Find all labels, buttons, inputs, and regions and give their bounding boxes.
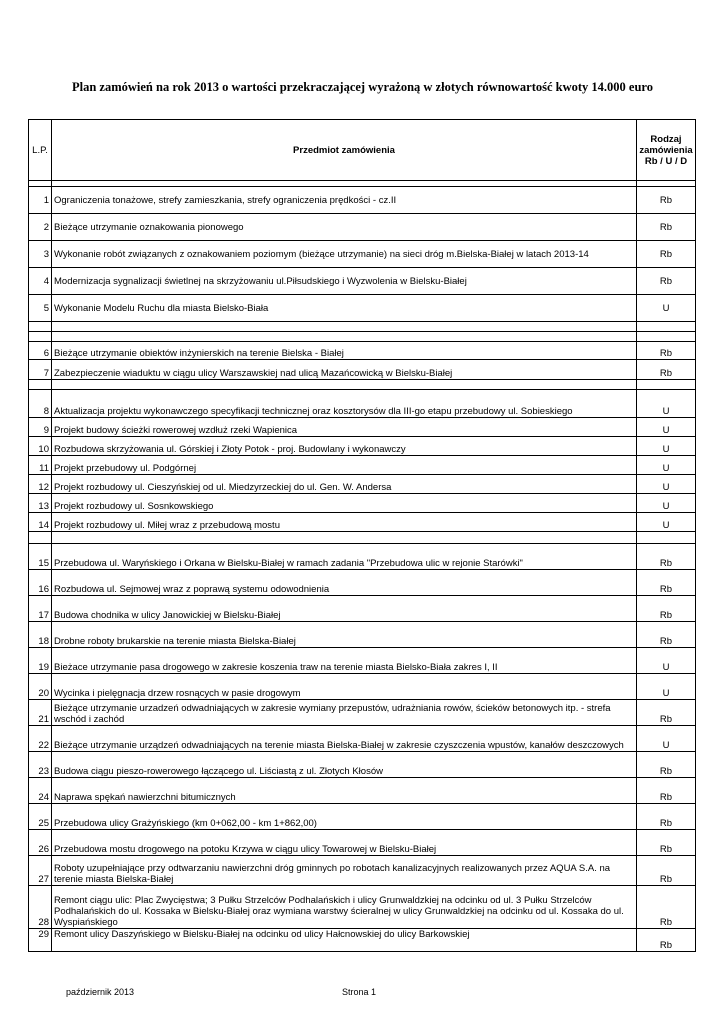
row-type: Rb	[637, 830, 696, 856]
row-type: Rb	[637, 778, 696, 804]
table-row	[29, 596, 696, 622]
table-row	[29, 241, 696, 268]
header-type: Rodzaj zamówienia Rb / U / D	[637, 120, 696, 181]
procurement-table-body	[29, 120, 696, 952]
header-subject: Przedmiot zamówienia	[52, 120, 637, 181]
table-row	[29, 570, 696, 596]
row-subject: Projekt rozbudowy ul. Cieszyńskiej od ul. Miedzyrzeckiej do ul. Gen. W. Andersa	[52, 475, 637, 494]
row-subject: Zabezpieczenie wiaduktu w ciągu ulicy Warszawskiej nad ulicą Mazańcowicką w Bielsku-Białej	[52, 360, 637, 380]
row-number: 4	[29, 268, 52, 295]
row-subject: Projekt rozbudowy ul. Miłej wraz z przebudową mostu	[52, 513, 637, 532]
row-type: U	[637, 648, 696, 674]
row-type: Rb	[637, 241, 696, 268]
table-row	[29, 475, 696, 494]
row-number: 9	[29, 418, 52, 437]
table-row	[29, 804, 696, 830]
row-number: 16	[29, 570, 52, 596]
row-number: 3	[29, 241, 52, 268]
footer-page-number: Strona 1	[342, 987, 377, 997]
row-subject: Wykonanie robót związanych z oznakowaniem poziomym (bieżące utrzymanie) na sieci dróg m.Bielska-Białej w latach 2013-14	[52, 241, 637, 268]
row-number: 28	[29, 886, 52, 929]
spacer-cell	[29, 332, 52, 342]
spacer-cell	[52, 322, 637, 332]
row-number: 20	[29, 674, 52, 700]
row-subject: Przebudowa ul. Waryńskiego i Orkana w Bielsku-Białej w ramach zadania "Przebudowa ulic w rejonie Starówki"	[52, 544, 637, 570]
row-subject: Przebudowa ulicy Grażyńskiego (km 0+062,00 - km 1+862,00)	[52, 804, 637, 830]
table-row	[29, 700, 696, 726]
spacer-cell	[637, 332, 696, 342]
row-subject: Remont ciągu ulic: Plac Zwycięstwa; 3 Pułku Strzelców Podhalańskich i ulicy Grunwaldzkiej na odcinku od ul. 3 Pułku Strzelców Podhalańskich do ul. Kossaka w Bielsku-Białej oraz wymiana warstwy ścieralnej w ulicy Grunwaldzkiej na odcinku od ul. Kossaka do ul. Wyspiańskiego	[52, 886, 637, 929]
spacer-cell	[637, 322, 696, 332]
row-number: 5	[29, 295, 52, 322]
row-type: Rb	[637, 856, 696, 886]
spacer-cell	[637, 380, 696, 390]
spacer-cell	[637, 532, 696, 544]
row-subject: Naprawa spękań nawierzchni bitumicznych	[52, 778, 637, 804]
header-lp: L.P.	[29, 120, 52, 181]
row-type: U	[637, 295, 696, 322]
row-number: 22	[29, 726, 52, 752]
table-row	[29, 929, 696, 952]
row-number: 29	[29, 929, 52, 952]
row-number: 13	[29, 494, 52, 513]
row-type: Rb	[637, 752, 696, 778]
table-row	[29, 437, 696, 456]
row-number: 14	[29, 513, 52, 532]
table-row	[29, 830, 696, 856]
table-row	[29, 187, 696, 214]
row-subject: Projekt budowy ścieżki rowerowej wzdłuż rzeki Wapienica	[52, 418, 637, 437]
row-subject: Ograniczenia tonażowe, strefy zamieszkania, strefy ograniczenia prędkości - cz.II	[52, 187, 637, 214]
row-subject: Bieżące utrzymanie obiektów inżynierskich na terenie Bielska - Białej	[52, 342, 637, 360]
row-number: 25	[29, 804, 52, 830]
table-row	[29, 778, 696, 804]
row-type: Rb	[637, 214, 696, 241]
table-row	[29, 390, 696, 418]
row-number: 26	[29, 830, 52, 856]
row-subject: Budowa chodnika w ulicy Janowickiej w Bielsku-Białej	[52, 596, 637, 622]
row-number: 7	[29, 360, 52, 380]
spacer-row	[29, 322, 696, 332]
table-row	[29, 856, 696, 886]
row-type: Rb	[637, 360, 696, 380]
row-subject: Wycinka i pielęgnacja drzew rosnących w pasie drogowym	[52, 674, 637, 700]
row-subject: Rozbudowa ul. Sejmowej wraz z poprawą systemu odowodnienia	[52, 570, 637, 596]
row-type: Rb	[637, 886, 696, 929]
row-subject: Bieżące utrzymanie urządzeń odwadniających na terenie miasta Bielska-Białej w zakresie czyszczenia wpustów, kanałów deszczowych	[52, 726, 637, 752]
row-number: 1	[29, 187, 52, 214]
spacer-row	[29, 532, 696, 544]
row-type: Rb	[637, 596, 696, 622]
table-row	[29, 674, 696, 700]
row-subject: Bieżace utrzymanie pasa drogowego w zakresie koszenia traw na terenie miasta Bielsko-Biała zakres I, II	[52, 648, 637, 674]
page-title: Plan zamówień na rok 2013 o wartości przekraczającej wyrażoną w złotych równowartość kwoty 14.000 euro	[71, 80, 654, 94]
spacer-cell	[52, 380, 637, 390]
spacer-cell	[29, 380, 52, 390]
row-subject: Remont ulicy Daszyńskiego w Bielsku-Białej na odcinku od ulicy Hałcnowskiej do ulicy Barkowskiej	[52, 929, 637, 952]
row-subject: Projekt przebudowy ul. Podgórnej	[52, 456, 637, 475]
row-number: 18	[29, 622, 52, 648]
row-type: Rb	[637, 544, 696, 570]
spacer-cell	[52, 332, 637, 342]
row-number: 6	[29, 342, 52, 360]
row-type: U	[637, 418, 696, 437]
row-subject: Projekt rozbudowy ul. Sosnkowskiego	[52, 494, 637, 513]
row-number: 24	[29, 778, 52, 804]
table-row	[29, 622, 696, 648]
table-row	[29, 544, 696, 570]
row-number: 17	[29, 596, 52, 622]
row-type: Rb	[637, 342, 696, 360]
row-type: Rb	[637, 700, 696, 726]
table-row	[29, 295, 696, 322]
row-number: 21	[29, 700, 52, 726]
row-type: U	[637, 513, 696, 532]
table-row	[29, 268, 696, 295]
spacer-row	[29, 332, 696, 342]
row-number: 27	[29, 856, 52, 886]
row-subject: Modernizacja sygnalizacji świetlnej na skrzyżowaniu ul.Piłsudskiego i Wyzwolenia w Bielsku-Białej	[52, 268, 637, 295]
row-subject: Przebudowa mostu drogowego na potoku Krzywa w ciągu ulicy Towarowej w Bielsku-Białej	[52, 830, 637, 856]
row-number: 15	[29, 544, 52, 570]
row-number: 10	[29, 437, 52, 456]
row-number: 2	[29, 214, 52, 241]
row-subject: Roboty uzupełniające przy odtwarzaniu nawierzchni dróg gminnych po robotach kanalizacyjnych realizowanych przez AQUA S.A. na terenie miasta Bielska-Białej	[52, 856, 637, 886]
row-subject: Drobne roboty brukarskie na terenie miasta Bielska-Białej	[52, 622, 637, 648]
row-type: U	[637, 494, 696, 513]
row-subject: Bieżące utrzymanie urzadzeń odwadniających w zakresie wymiany przepustów, udrażniania rowów, ścieków betonowych itp. - strefa wschód i zachód	[52, 700, 637, 726]
row-type: Rb	[637, 268, 696, 295]
spacer-cell	[29, 532, 52, 544]
row-number: 19	[29, 648, 52, 674]
row-number: 11	[29, 456, 52, 475]
row-type: U	[637, 475, 696, 494]
row-type: Rb	[637, 804, 696, 830]
table-row	[29, 726, 696, 752]
table-row	[29, 752, 696, 778]
row-type: U	[637, 390, 696, 418]
table-row	[29, 214, 696, 241]
row-subject: Budowa ciągu pieszo-rowerowego łączącego ul. Liściastą z ul. Złotych Kłosów	[52, 752, 637, 778]
spacer-cell	[52, 532, 637, 544]
row-subject: Rozbudowa skrzyżowania ul. Górskiej i Złoty Potok - proj. Budowlany i wykonawczy	[52, 437, 637, 456]
row-number: 23	[29, 752, 52, 778]
row-type: U	[637, 674, 696, 700]
table-row	[29, 418, 696, 437]
row-subject: Aktualizacja projektu wykonawczego specyfikacji technicznej oraz kosztorysów dla III-go etapu przebudowy ul. Sobieskiego	[52, 390, 637, 418]
row-type: Rb	[637, 570, 696, 596]
row-subject: Wykonanie Modelu Ruchu dla miasta Bielsko-Biała	[52, 295, 637, 322]
row-type: U	[637, 456, 696, 475]
table-row	[29, 494, 696, 513]
footer-date: październik 2013	[66, 987, 135, 997]
row-type: Rb	[637, 187, 696, 214]
table-header-row	[29, 120, 696, 181]
row-type: Rb	[637, 929, 696, 952]
row-type: Rb	[637, 622, 696, 648]
table-row	[29, 648, 696, 674]
row-type: U	[637, 726, 696, 752]
spacer-row	[29, 380, 696, 390]
row-subject: Bieżące utrzymanie oznakowania pionowego	[52, 214, 637, 241]
row-type: U	[637, 437, 696, 456]
table-row	[29, 513, 696, 532]
table-row	[29, 342, 696, 360]
row-number: 12	[29, 475, 52, 494]
table-row	[29, 360, 696, 380]
row-number: 8	[29, 390, 52, 418]
table-row	[29, 456, 696, 475]
spacer-cell	[29, 322, 52, 332]
table-row	[29, 886, 696, 929]
procurement-table	[28, 119, 696, 952]
